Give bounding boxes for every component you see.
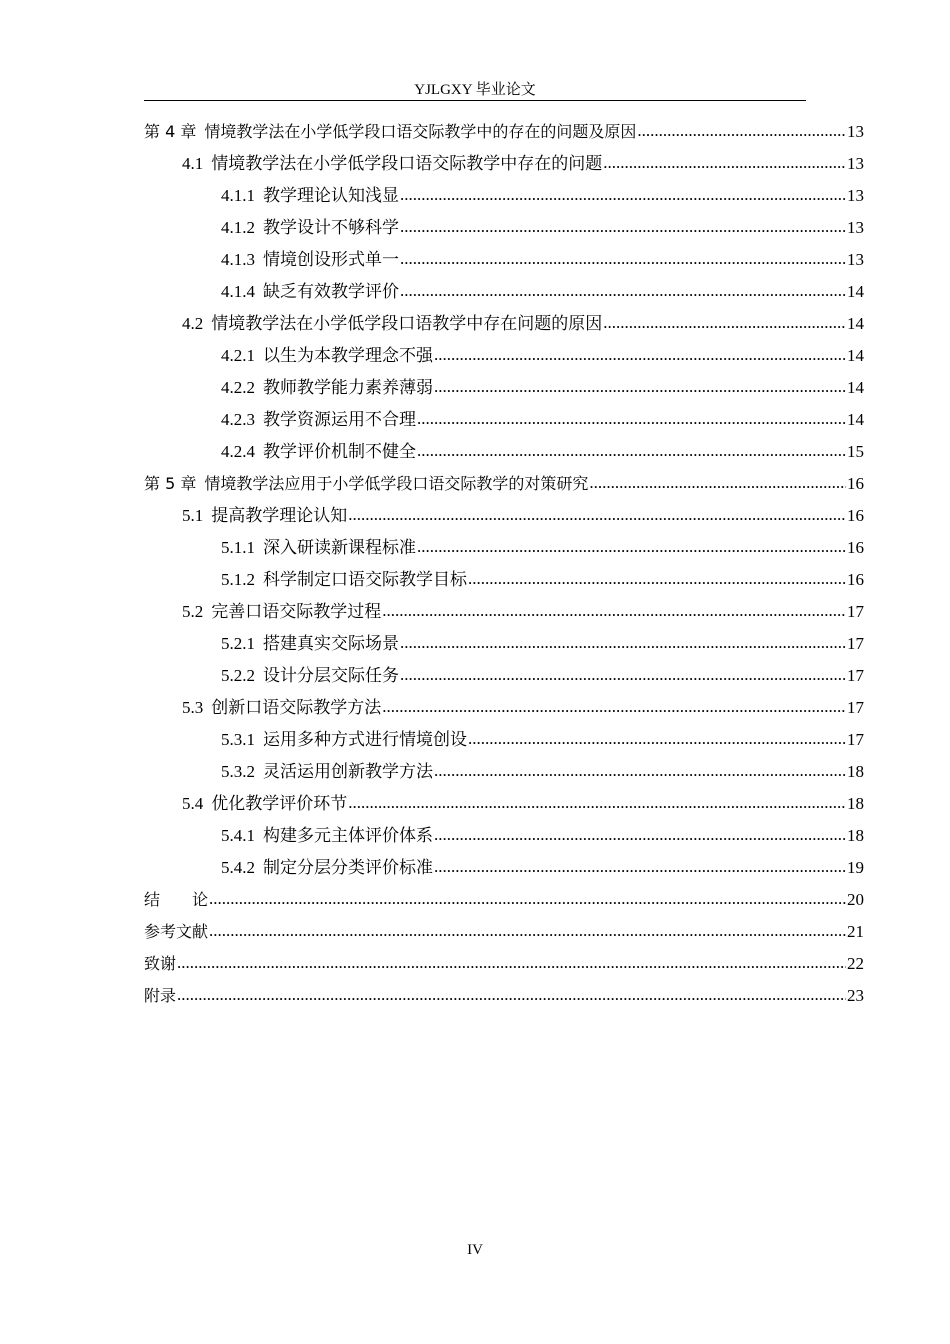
toc-entry-title: 教学设计不够科学 [263,218,399,237]
toc-entry-page: 16 [847,474,864,493]
toc-entry-title: 致谢 [144,954,177,973]
toc-dot-leader [637,115,846,147]
toc-entry[interactable] [144,596,864,628]
toc-entry[interactable] [144,500,864,532]
page-header: YJLGXY 毕业论文 [414,82,536,98]
toc-entry-page: 22 [847,954,864,973]
toc-entry-title: 教学资源运用不合理 [263,410,416,429]
toc-dot-leader [382,595,846,627]
toc-dot-leader [417,403,846,435]
toc-entry-page: 16 [847,570,864,589]
toc-dot-leader [434,851,846,883]
toc-entry-title: 参考文献 [144,922,209,941]
toc-dot-leader [434,371,846,403]
toc-dot-leader [417,435,846,467]
toc-dot-leader [400,211,846,243]
toc-entry-number: 4.2.3 [221,410,255,429]
toc-entry-title: 制定分层分类评价标准 [263,858,433,877]
toc-entry-page: 21 [847,922,864,941]
toc-dot-leader [468,723,846,755]
toc-entry-page: 14 [847,282,864,301]
toc-entry[interactable] [144,436,864,468]
toc-entry[interactable] [144,276,864,308]
toc-entry[interactable] [144,884,864,916]
toc-entry-title: 完善口语交际教学过程 [211,602,382,621]
toc-entry-number: 5.4.1 [221,826,255,845]
toc-dot-leader [177,979,846,1011]
toc-entry-title: 提高教学理论认知 [211,506,348,525]
toc-entry-page: 13 [847,122,864,141]
toc-entry-title: 情境教学法在小学低学段口语交际教学中的存在的问题及原因 [204,122,637,141]
toc-dot-leader [468,563,846,595]
toc-entry-page: 13 [847,250,864,269]
toc-entry-number: 4.2.2 [221,378,255,397]
toc-entry[interactable] [144,660,864,692]
toc-dot-leader [603,307,846,339]
toc-dot-leader [434,755,846,787]
toc-entry-page: 16 [847,538,864,557]
table-of-contents [144,116,864,1012]
toc-entry-page: 17 [847,730,864,749]
toc-dot-leader [434,819,846,851]
toc-dot-leader [400,627,846,659]
toc-dot-leader [603,147,846,179]
toc-entry-number: 5.1.2 [221,570,255,589]
toc-entry-title: 搭建真实交际场景 [263,634,399,653]
toc-entry-number: 5.1.1 [221,538,255,557]
toc-entry-page: 18 [847,794,864,813]
toc-entry-number: 5.2 [182,602,204,621]
toc-entry[interactable] [144,820,864,852]
toc-entry[interactable] [144,340,864,372]
toc-entry-number: 5.4.2 [221,858,255,877]
toc-entry-title: 构建多元主体评价体系 [263,826,433,845]
toc-dot-leader [400,179,846,211]
toc-entry[interactable] [144,468,864,500]
toc-entry-number: 4.1.1 [221,186,255,205]
toc-entry-title: 情境教学法在小学低学段口语教学中存在问题的原因 [211,314,603,333]
toc-entry[interactable] [144,532,864,564]
toc-entry[interactable] [144,148,864,180]
toc-entry-title: 教师教学能力素养薄弱 [263,378,433,397]
header-rule [144,100,806,101]
toc-entry-title: 运用多种方式进行情境创设 [263,730,467,749]
toc-entry[interactable] [144,308,864,340]
toc-entry-number: 4.2.1 [221,346,255,365]
toc-entry[interactable] [144,948,864,980]
toc-entry-title: 以生为本教学理念不强 [263,346,433,365]
toc-entry-number: 4.2 [182,314,204,333]
toc-entry-title: 创新口语交际教学方法 [211,698,382,717]
toc-entry-title: 教学评价机制不健全 [263,442,416,461]
toc-entry-page: 20 [847,890,864,909]
toc-entry-page: 17 [847,666,864,685]
toc-dot-leader [209,883,846,915]
toc-dot-leader [434,339,846,371]
toc-entry-page: 17 [847,698,864,717]
toc-entry[interactable] [144,180,864,212]
toc-dot-leader [348,499,846,531]
toc-entry-number: 第 5 章 [144,474,197,493]
toc-entry-number: 4.1.4 [221,282,255,301]
page-number: IV [467,1242,483,1258]
toc-entry-page: 13 [847,218,864,237]
toc-entry-title: 设计分层交际任务 [263,666,399,685]
toc-entry-page: 16 [847,506,864,525]
toc-entry-page: 17 [847,634,864,653]
toc-entry-page: 19 [847,858,864,877]
toc-entry-page: 17 [847,602,864,621]
toc-entry[interactable] [144,372,864,404]
toc-dot-leader [177,947,846,979]
toc-entry-title: 灵活运用创新教学方法 [263,762,433,781]
toc-entry-page: 14 [847,346,864,365]
toc-entry[interactable] [144,116,864,148]
toc-entry-number: 5.3 [182,698,204,717]
toc-entry[interactable] [144,724,864,756]
toc-entry-page: 14 [847,410,864,429]
toc-entry-page: 13 [847,186,864,205]
toc-entry[interactable] [144,852,864,884]
toc-entry-number: 4.1.2 [221,218,255,237]
toc-dot-leader [348,787,846,819]
toc-entry-number: 5.2.2 [221,666,255,685]
toc-entry-page: 14 [847,378,864,397]
toc-entry-page: 18 [847,826,864,845]
toc-entry[interactable] [144,756,864,788]
toc-entry-number: 5.3.1 [221,730,255,749]
toc-entry-number: 第 4 章 [144,122,197,141]
toc-entry-title: 情境创设形式单一 [263,250,399,269]
toc-entry[interactable] [144,788,864,820]
toc-entry-number: 5.1 [182,506,204,525]
toc-entry[interactable] [144,404,864,436]
toc-dot-leader [589,467,846,499]
toc-entry-number: 4.1 [182,154,204,173]
toc-entry-title: 深入研读新课程标准 [263,538,416,557]
toc-entry-title: 教学理论认知浅显 [263,186,399,205]
toc-entry-title: 情境教学法在小学低学段口语交际教学中存在的问题 [211,154,603,173]
toc-entry-title: 结 论 [144,890,209,909]
toc-dot-leader [382,691,846,723]
toc-dot-leader [209,915,846,947]
toc-entry-page: 13 [847,154,864,173]
toc-dot-leader [400,659,846,691]
toc-dot-leader [417,531,846,563]
toc-entry-number: 4.1.3 [221,250,255,269]
toc-entry-number: 5.2.1 [221,634,255,653]
toc-entry-number: 4.2.4 [221,442,255,461]
toc-entry-number: 5.3.2 [221,762,255,781]
toc-entry[interactable] [144,212,864,244]
toc-entry[interactable] [144,980,864,1012]
toc-entry-title: 科学制定口语交际教学目标 [263,570,467,589]
toc-entry-page: 18 [847,762,864,781]
toc-dot-leader [400,243,846,275]
toc-entry-page: 14 [847,314,864,333]
toc-entry[interactable] [144,692,864,724]
toc-dot-leader [400,275,846,307]
toc-entry-page: 15 [847,442,864,461]
toc-entry-title: 情境教学法应用于小学低学段口语交际教学的对策研究 [204,474,589,493]
toc-entry-number: 5.4 [182,794,204,813]
toc-entry-title: 附录 [144,986,177,1005]
toc-entry[interactable] [144,628,864,660]
toc-entry-title: 缺乏有效教学评价 [263,282,399,301]
toc-entry[interactable] [144,916,864,948]
toc-entry-page: 23 [847,986,864,1005]
toc-entry[interactable] [144,564,864,596]
toc-entry-title: 优化教学评价环节 [211,794,348,813]
toc-entry[interactable] [144,244,864,276]
